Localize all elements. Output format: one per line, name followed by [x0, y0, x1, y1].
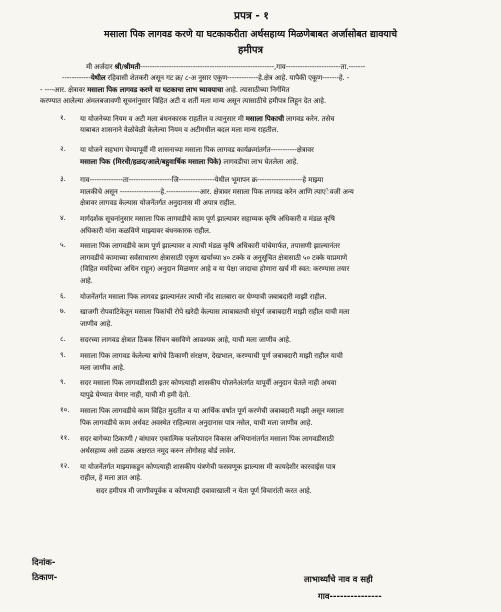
text-span: याबाबत शासनाने वेळोवेळी केलेल्या नियम व अटीमधील बदल मला मान्य राहतील. — [80, 125, 279, 134]
condition-line — [80, 362, 125, 373]
condition-line — [80, 389, 190, 400]
text-span: मसाला पिक लागवडीचे काम पूर्ण झाल्यावर व त्याची मंडळ कृषि अधिकारी यांचेमार्फत, तपासणी झाल्यानंतर — [80, 241, 340, 250]
text-span: आहे. — [80, 276, 93, 285]
item-number: ५. — [60, 240, 66, 249]
text-span: सदर मसाला पिक लागवडीसाठी इतर कोणत्याही शासकीय योजनेअंतर्गत यापूर्वी अनुदान घेतले नाही अथवा — [80, 378, 337, 387]
text-span: सदर बागेच्या ठिकाणी / बांधावर एकात्मिक फलोत्पादन विकास अभियानांतर्गत मसाला पिक लागवडीसाठी — [80, 434, 334, 443]
village-label: गाव--------------- — [318, 591, 382, 601]
item-number: ११. — [60, 433, 70, 442]
item-number: ९. — [60, 350, 66, 359]
condition-line — [80, 156, 298, 167]
condition-line — [80, 461, 335, 472]
condition-line — [80, 445, 235, 456]
item-number: ८. — [60, 334, 66, 343]
form-title: मसाला पिक लागवड करणे या घटकाकरीता अर्थसहाय्य मिळणेबाबत अर्जासोबत द्यावयाचे — [104, 29, 397, 40]
bold-text: मसाला पिक लागवड करणे या घटकाचा लाभ घ्यावयाचा — [87, 85, 224, 94]
text-span: पिक लागवडीचे काम अर्धवट अवस्थेत राहिल्यास अनुदानास पात्र नसेल, याची मला जाणीव आहे. — [80, 418, 313, 427]
annexure-number: प्रपत्र - १ — [234, 10, 269, 22]
text-span: मसाला पिक लागवडीचे काम विहित मुदतीत व या आर्थिक वर्षात पूर्ण करणेची जबाबदारी माझी असून मसाला — [80, 406, 344, 415]
text-span: रहिवासी शेतकरी असून गट क्र/ ८-अ नुसार एकूण-------------हे.क्षेत्र आहे. यापैकी एकूण-------हे. - — [105, 73, 350, 82]
condition-line — [96, 485, 312, 496]
intro-line — [40, 95, 326, 106]
text-span: मालकीचे असून -----------------हे.--------------आर. क्षेत्रावर मसाला पिक लागवड करेन आणि त्याएेवजी अन्य — [80, 187, 354, 196]
bold-text: श्री/श्रीमती — [114, 62, 141, 71]
text-span: ------------ — [62, 73, 91, 82]
text-span: मार्गदर्शक सूचनांनुसार मसाला पिक लागवडीचे काम पूर्ण झाल्यावर सहाय्यक कृषि अधिकारी व मंडळ कृषि — [80, 214, 335, 223]
item-number: १. — [60, 113, 66, 122]
condition-line — [80, 306, 349, 317]
condition-line — [80, 334, 291, 345]
item-number: १०. — [60, 405, 70, 414]
intro-line — [86, 61, 365, 72]
text-span: सदर हमीपत्र मी जाणीवपूर्वक व कोणत्याही दबावाखाली न येता पूर्ण विचारांती करत आहे. — [96, 486, 312, 495]
text-span: लागवडीचा लाभ घेतलेला आहे. — [221, 157, 299, 166]
text-span: - ----आर. क्षेत्रावर — [40, 85, 88, 94]
item-number: ३. — [60, 174, 66, 183]
condition-line — [80, 197, 236, 208]
text-span: योजनेंतर्गत मसाला पिक लागवड झाल्यानंतर त्याची नोंद सातबारा वर घेण्याची जबाबदारी माझी राहील. — [80, 292, 327, 301]
intro-line — [40, 84, 289, 95]
text-span: राहील, हे मला ज्ञात आहे. — [80, 473, 142, 482]
text-span: करण्यात आलेल्या अंमलबजावणी सूचनांनुसार विहित अटी व शर्ती मला मान्य असून त्यासाठीचे हमीपत्र लिहून देत आहे. — [40, 96, 326, 105]
condition-line — [80, 144, 314, 155]
text-span: लागवडीचे कामाच्या सर्वसाधारण क्षेत्रासाठी एकूण खर्चाच्या ४० टक्के व अनुसूचित क्षेत्रासाठी ५० टक्के याप्रमाणे — [80, 253, 347, 262]
text-span: क्षेत्रावर लागवड केल्यास योजनेंतर्गत अनुदानास मी अपात्र राहील. — [80, 198, 236, 207]
condition-line — [80, 275, 93, 286]
text-span: जाणीव आहे. — [80, 319, 113, 328]
intro-line — [62, 72, 349, 83]
text-span: --------------------------------------------------------,गाव-----------------------ता.------- — [140, 62, 366, 71]
condition-line — [80, 225, 211, 236]
bold-text: मसाला पिकाची — [245, 114, 284, 123]
condition-line — [80, 113, 335, 124]
condition-line — [80, 472, 142, 483]
text-span: (विहित मर्यादेच्या अधिन राहून) अनुदान मिळणार आहे व या पेक्षा जादाचा होणारा खर्च मी स्वत: करण्यास तयार — [80, 264, 350, 273]
item-number: १२. — [60, 461, 70, 470]
condition-line — [80, 252, 347, 263]
condition-line — [80, 433, 334, 444]
text-span: खाजगी रोपवाटिकेतून मसाला पिकांची रोपे खरेदी केल्यास त्याबाबतची संपूर्ण जबाबदारी माझी राहील याची मला — [80, 307, 350, 316]
form-subtitle: हमीपत्र — [237, 45, 264, 56]
text-span: अर्थसहाय्य असे ठळक अक्षरात नमूद करुन लोगोसह बोर्ड लावेन. — [80, 446, 236, 455]
text-span: मला जाणीव आहे. — [80, 363, 125, 372]
condition-line — [80, 263, 349, 274]
condition-line — [80, 318, 112, 329]
text-span: आहे. त्यासाठीच्या निर्गमित — [223, 85, 290, 94]
item-number: ४. — [60, 213, 66, 222]
text-span: लागवड करेन. तसेच — [283, 114, 335, 123]
condition-line — [80, 174, 323, 185]
item-number: २. — [60, 144, 66, 153]
condition-line — [80, 417, 312, 428]
text-span: यापुढे घेण्यात येणार नाही, याची मी हमी देतो. — [80, 390, 191, 399]
condition-line — [80, 291, 326, 302]
item-number: ९. — [60, 377, 66, 386]
condition-line — [80, 124, 278, 135]
text-span: मसाला पिक लागवड केलेल्या बागेचे ठिकाणी संरक्षण, देखभाल, करण्याची पूर्ण जबाबदारी माझी राहील याची — [80, 351, 343, 360]
text-span: मी अर्जदार — [86, 62, 115, 71]
bold-text: येथील — [90, 73, 106, 82]
condition-line — [80, 213, 335, 224]
condition-line — [80, 240, 340, 251]
condition-line — [80, 186, 354, 197]
text-span: या योजने सहभाग घेण्यापूर्वी मी शासनाच्या मसाला पिक लागवड कार्यक्रमांतर्गत-----------क्षेत्रावर — [80, 145, 314, 154]
text-span: सदरच्या लागवड क्षेत्रात ठिबक सिंचन बसविणे आवश्यक आहे, याची मला जाणीव आहे. — [80, 335, 291, 344]
condition-line — [80, 405, 344, 416]
item-number: ७. — [60, 306, 66, 315]
text-span: अधिकारी यांना कळविणे माझ्यावर बंधनकारक राहील. — [80, 226, 211, 235]
item-number: ६. — [60, 291, 66, 300]
bold-text: मसाला पिक (मिरची/हळद/आले/बहुवार्षिक मसाला पिके) — [80, 157, 222, 166]
signature-label: लाभार्थ्यांचे नाव व सही — [304, 574, 373, 584]
condition-line — [80, 350, 343, 361]
place-label: ठिकाण- — [32, 572, 58, 582]
condition-line — [80, 377, 336, 388]
text-span: या योजनेच्या नियम व अटी मला बंधनकारक राहतील व त्यानुसार मी — [80, 114, 246, 123]
text-span: गाव--------------ता------------------जि---------------येथील भूमापन क्र-------------------हे माझ्या — [80, 175, 324, 184]
text-span: या योजनेंतर्गत माझ्याकडून कोणत्याही शासकीय यंत्रणेची फसवणूक झाल्यास मी कायदेशीर कारवाईस पात्र — [80, 462, 336, 471]
date-label: दिनांक- — [32, 557, 56, 567]
